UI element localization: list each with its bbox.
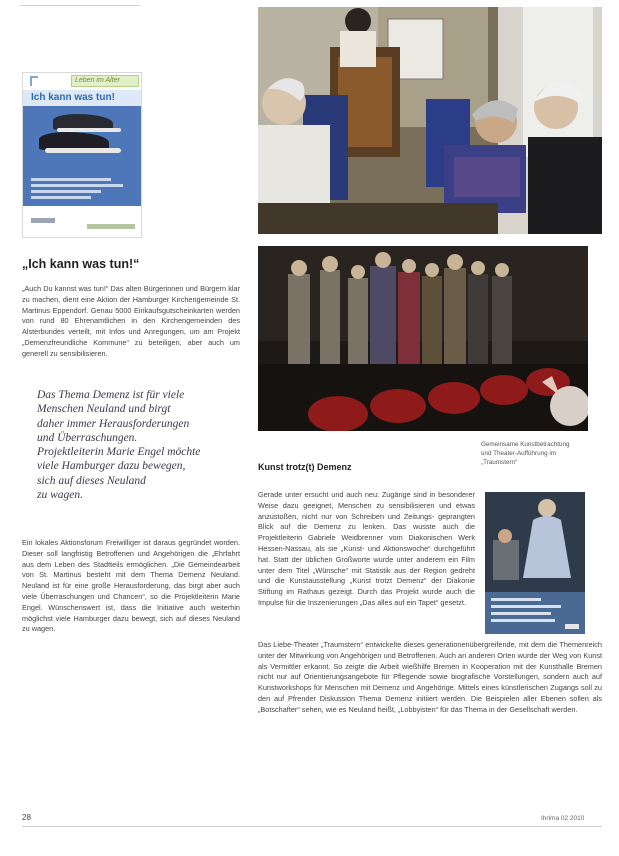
article-left-body: Ein lokales Aktionsforum Freiwilliger ist daraus gegründet worden. Dieser soll langfristig Betroffenen und Angehörigen die „Ehrfahrt aus dem Leben des Stadtteils ermöglichen. „Die Gemeindearbeit von St. Martinus besteht mit dem Thema Demenz Neuland. Neuland ist für eine große Herausforderung, das birgt aber auch viele Überraschungen und Chancen“, so die Projektleiterin Marie Engel. Wünschenswert ist, dass die Initiative auch weiterhin möglichst viele Hamburger dazu bewegt, sich auf dieses Neuland zu wagen. [22, 538, 240, 634]
poster-illustration [485, 492, 585, 634]
flyer-title: Ich kann was tun! [31, 92, 115, 103]
pull-quote-line: und Überraschungen. [37, 431, 138, 444]
pull-quote-line: zu wagen. [37, 489, 83, 502]
issue-label: Ihrima 02 2010 [541, 815, 585, 822]
top-rule [20, 5, 140, 6]
pull-quote-line: sich auf dieses Neuland [37, 474, 146, 487]
art-viewing-photo [258, 7, 602, 234]
page-number: 28 [22, 813, 31, 822]
theater-photo [258, 246, 588, 431]
flyer-footer-logo [31, 218, 55, 223]
flyer-image [22, 72, 142, 238]
flyer-text-line [31, 178, 111, 181]
pull-quote-line: daher immer Herausforderungen [37, 417, 190, 430]
article-right-body-continued: Das Liebe-Theater „Traumstern“ entwickelte dieses generationenübergreifende, mit dem die Themenreich unter der Mitwirkung von Angehörigen und Betroffenen. Auch an anderen Orten wurde der Weg von Kunst als Vermittler erkannt. So zeigte die Arbeit wießhilfe Bremen in Kooperation mit der Kunsthalle Bremen nicht nur auf Orientierungsangebote für Pflegende sowie biografische Vorstellungen, sondern auch auf Kunstworkshops für Menschen mit Demenz und Angehörige. Mittels eines künstlerischen Zugangs soll zu den auf Pfrender Diskussion Thema Demenz initiiert werden. Die Beispielen aller Ebenen sollen als „Botschafter“ sehen, wie es Neuland heißt, „Lobbyisten“ für das Thema in der Gesellschaft werden. [258, 640, 602, 714]
flyer-logo-icon [30, 76, 38, 86]
pull-quote-line: Projektleiterin Marie Engel möchte [37, 446, 201, 459]
article-right-heading: Kunst trotz(t) Demenz [258, 462, 352, 472]
pull-quote [37, 388, 237, 502]
poster-image [485, 492, 585, 634]
flyer-text-line [31, 184, 123, 187]
flyer-shoes-photo [23, 106, 141, 206]
flyer-header [23, 73, 141, 89]
article-left-heading: „Ich kann was tun!“ [22, 257, 140, 271]
shoe-sole-icon [45, 148, 121, 153]
flyer-footer-logo [87, 224, 135, 229]
pull-quote-line: viele Hamburger dazu bewegen, [37, 460, 186, 473]
footer-rule [22, 826, 602, 827]
flyer-text-line [31, 196, 91, 199]
pull-quote-line: Menschen Neuland und birgt [37, 403, 171, 416]
theater-illustration [258, 246, 588, 431]
article-left-intro: „Auch Du kannst was tun!“ Das alten Bürgerinnen und Bürgern klar zu machen, dient eine Aktion der Hamburger Kirchengemeinde St. Martinus Eppendorf. Genau 5000 Einkaufsgutscheinkarten werden von rund 80 Ehrenamtlichen in den Kirchengemeinden des Alsterbundes verteilt, mit Infos und Anregungen, um am Projekt „Demenzfreundliche Kommune“ zu beteiligen, aber auch um generell zu sensibilisieren. [22, 284, 240, 358]
article-right-body: Gerade unter ersucht und auch neu: Zugänge sind in besonderer Weise dazu geeignet, Menschen zu sensibilisieren und etwas anzustoßen, nicht nur von Schreiben und Zeitungs- geprangten Blick auf die Demenz zu lenken. Das wusste auch die Projektleiterin Gabriele Weidbrenner vom Diakonischen Werk Hessen-Nassau, als sie „Kunst- und Aktionswoche“ durchgeführt hat. Statt der üblichen Großworte wurde unter anderem ein Film unter dem Titel „Wünsche“ mit Statistik aus der Region gedreht und die Kunstausstellung „Kunst trotzt Demenz“ der Diakonie Stiftung im Rathaus gezeigt. Durch das Projekt wurde auch die Impulse für die Inszenierungen „Das alles auf ein Tapet“ gesetzt. [258, 490, 475, 607]
flyer-text-line [31, 190, 101, 193]
flyer-brand: Leben im Alter [71, 75, 139, 87]
art-viewing-illustration [258, 7, 602, 234]
flyer-footer [23, 207, 141, 237]
photo-caption [481, 440, 603, 467]
caption-line: und Theater-Aufführung im [481, 450, 557, 457]
caption-line: Gemeinsame Kunstbetrachtung [481, 441, 570, 448]
caption-line: „Traumstern“ [481, 459, 518, 466]
pull-quote-line: Das Thema Demenz ist für viele [37, 389, 185, 401]
